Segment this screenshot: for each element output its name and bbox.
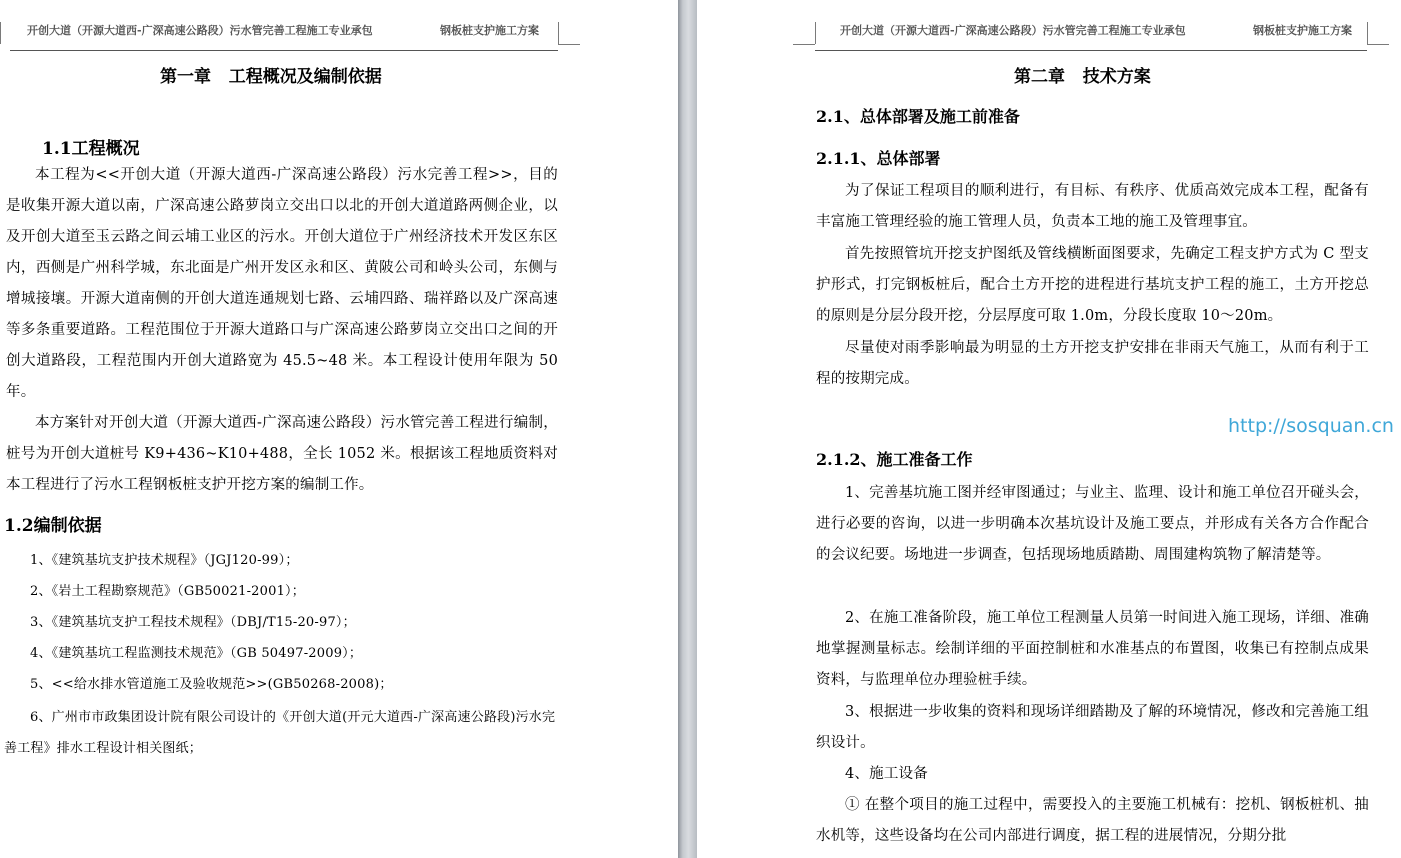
page-header-left: [0, 0, 678, 56]
body-paragraph: 尽量使对雨季影响最为明显的土方开挖支护安排在非雨天气施工，从而有利于工程的按期完成。: [816, 340, 1369, 387]
section-heading-1-1: 1.1工程概况: [42, 139, 140, 159]
header-document-title: 钢板桩支护施工方案: [440, 24, 539, 37]
watermark-url: http://sosquan.cn: [1228, 415, 1394, 437]
body-paragraph: 首先按照管坑开挖支护图纸及管线横断面图要求，先确定工程支护方式为 C 型支护形式，打完钢板桩后，配合土方开挖的进程进行基坑支护工程的施工，土方开挖总的原则是分层分段开挖，分层厚度可取 1.0m，分段长度取 10～20m。: [816, 246, 1369, 324]
margin-corner-mark: [793, 44, 815, 45]
section-heading-2-1-1: 2.1.1、总体部署: [816, 149, 941, 168]
reference-item: 3、《建筑基坑支护工程技术规程》（DBJ/T15-20-97）；: [30, 615, 356, 630]
reference-item: 2、《岩土工程勘察规范》（GB50021-2001）；: [30, 584, 305, 599]
header-rule: [815, 50, 1367, 51]
header-document-title: 钢板桩支护施工方案: [1253, 24, 1352, 37]
body-paragraph: 2、在施工准备阶段，施工单位工程测量人员第一时间进入施工现场，详细、准确地掌握测量标志。绘制详细的平面控制桩和水准基点的布置图，收集已有控制点成果资料，与监理单位办理验桩手续。: [816, 610, 1369, 688]
page-gutter: [678, 0, 697, 858]
section-heading-1-2: 1.2编制依据: [4, 516, 102, 536]
header-rule: [10, 50, 558, 51]
section-heading-2-1-2: 2.1.2、施工准备工作: [816, 450, 973, 469]
body-paragraph: 为了保证工程项目的顺利进行，有目标、有秩序、优质高效完成本工程，配备有丰富施工管理经验的施工管理人员，负责本工地的施工及管理事宜。: [816, 183, 1369, 230]
header-project-title: 开创大道（开源大道西-广深高速公路段）污水管完善工程施工专业承包: [27, 24, 373, 37]
margin-corner-mark: [558, 22, 559, 44]
margin-corner-mark: [0, 22, 1, 44]
body-paragraph: 3、根据进一步收集的资料和现场详细踏勘及了解的环境情况，修改和完善施工组织设计。: [816, 704, 1369, 751]
margin-corner-mark: [815, 22, 816, 44]
chapter-title: 第二章 技术方案: [1014, 67, 1151, 87]
reference-item: 5、<<给水排水管道施工及验收规范>>(GB50268-2008)；: [30, 677, 393, 692]
header-project-title: 开创大道（开源大道西-广深高速公路段）污水管完善工程施工专业承包: [840, 24, 1186, 37]
reference-item: 6、广州市市政集团设计院有限公司设计的《开创大道(开元大道西-广深高速公路段)污水完善工程》排水工程设计相关图纸；: [4, 710, 556, 756]
margin-corner-mark: [1367, 22, 1368, 44]
chapter-title: 第一章 工程概况及编制依据: [160, 67, 382, 87]
body-paragraph: 本工程为<<开创大道（开源大道西-广深高速公路段）污水完善工程>>，目的是收集开源大道以南，广深高速公路萝岗立交出口以北的开创大道道路两侧企业，以及开创大道至玉云路之间云埔工业区的污水。开创大道位于广州经济技术开发区东区内，西侧是广州科学城，东北面是广州开发区永和区、黄陂公司和岭头公司，东侧与增城接壤。开源大道南侧的开创大道连通规划七路、云埔四路、瑞祥路以及广深高速等多条重要道路。工程范围位于开源大道路口与广深高速公路萝岗立交出口之间的开创大道路段，工程范围内开创大道路宽为 45.5~48 米。本工程设计使用年限为 50 年。: [6, 167, 558, 400]
left-document-page: [0, 0, 678, 858]
body-paragraph: ① 在整个项目的施工过程中，需要投入的主要施工机械有：挖机、钢板桩机、抽水机等，这些设备均在公司内部进行调度，据工程的进展情况，分期分批: [816, 797, 1369, 844]
margin-corner-mark: [558, 44, 580, 45]
section-heading-2-1: 2.1、总体部署及施工前准备: [816, 107, 1020, 126]
body-paragraph: 4、施工设备: [845, 766, 928, 782]
body-paragraph: 本方案针对开创大道（开源大道西-广深高速公路段）污水管完善工程进行编制，桩号为开创大道桩号 K9+436~K10+488，全长 1052 米。根据该工程地质资料对本工程进行了污水工程钢板桩支护开挖方案的编制工作。: [6, 415, 558, 493]
body-paragraph: 1、完善基坑施工图并经审图通过；与业主、监理、设计和施工单位召开碰头会，进行必要的咨询，以进一步明确本次基坑设计及施工要点，并形成有关各方合作配合的会议纪要。场地进一步调查，包括现场地质踏勘、周围建构筑物了解清楚等。: [816, 485, 1369, 563]
page-header-right: [697, 0, 1401, 56]
reference-item: 1、《建筑基坑支护技术规程》（JGJ120-99）；: [30, 553, 299, 568]
margin-corner-mark: [1367, 44, 1389, 45]
reference-item: 4、《建筑基坑工程监测技术规范》（GB 50497-2009）；: [30, 646, 363, 661]
